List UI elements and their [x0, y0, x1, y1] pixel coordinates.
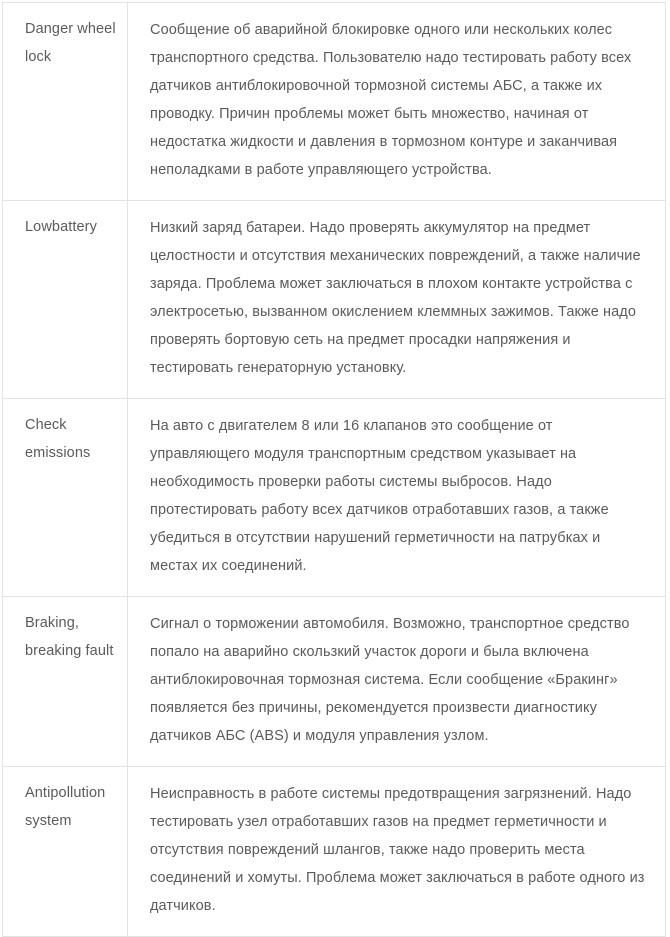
description-cell: Сигнал о торможении автомобиля. Возможно, транспортное средство попало на аварийно скользкий участок дороги и была включена антиблокировочная тормозная система. Если сообщение «Бракинг» появляется без причины, рекомендуется произвести диагностику датчиков АБС (ABS) и модуля управления узлом. — [150, 616, 630, 744]
description-cell: Неисправность в работе системы предотвращения загрязнений. Надо тестировать узел отработавших газов на предмет герметичности и отсутствия повреждений шлангов, также надо проверить места соединений и хомуты. Проблема может заключаться в работе одного из датчиков. — [150, 786, 645, 914]
table-row — [3, 3, 665, 201]
description-cell: На авто с двигателем 8 или 16 клапанов это сообщение от управляющего модуля транспортным средством указывает на необходимость проверки работы системы выбросов. Надо протестировать работу всех датчиков отработавших газов, а также убедиться в отсутствии нарушений герметичности на патрубках и местах их соединений. — [150, 418, 609, 574]
table-row — [3, 597, 665, 767]
table-row — [3, 201, 665, 399]
table-row — [3, 767, 665, 936]
term-cell: Antipollution system — [3, 767, 128, 936]
term-cell: Braking, breaking fault — [3, 597, 128, 766]
warning-messages-table — [2, 2, 666, 937]
table-row — [3, 399, 665, 597]
term-cell: Danger wheel lock — [3, 3, 128, 200]
term-cell: Lowbattery — [3, 201, 128, 398]
description-cell: Сообщение об аварийной блокировке одного или нескольких колес транспортного средства. Пользователю надо тестировать работу всех датчиков антиблокировочной тормозной системы АБС, а также их проводку. Причин проблемы может быть множество, начиная от недостатка жидкости и давления в тормозном контуре и заканчивая неполадками в работе управляющего устройства. — [150, 22, 632, 178]
description-cell: Низкий заряд батареи. Надо проверять аккумулятор на предмет целостности и отсутствия механических повреждений, а также наличие заряда. Проблема может заключаться в плохом контакте устройства с электросетью, вызванном окислением клеммных зажимов. Также надо проверять бортовую сеть на предмет просадки напряжения и тестировать генераторную установку. — [150, 220, 641, 376]
term-cell: Check emissions — [3, 399, 128, 596]
